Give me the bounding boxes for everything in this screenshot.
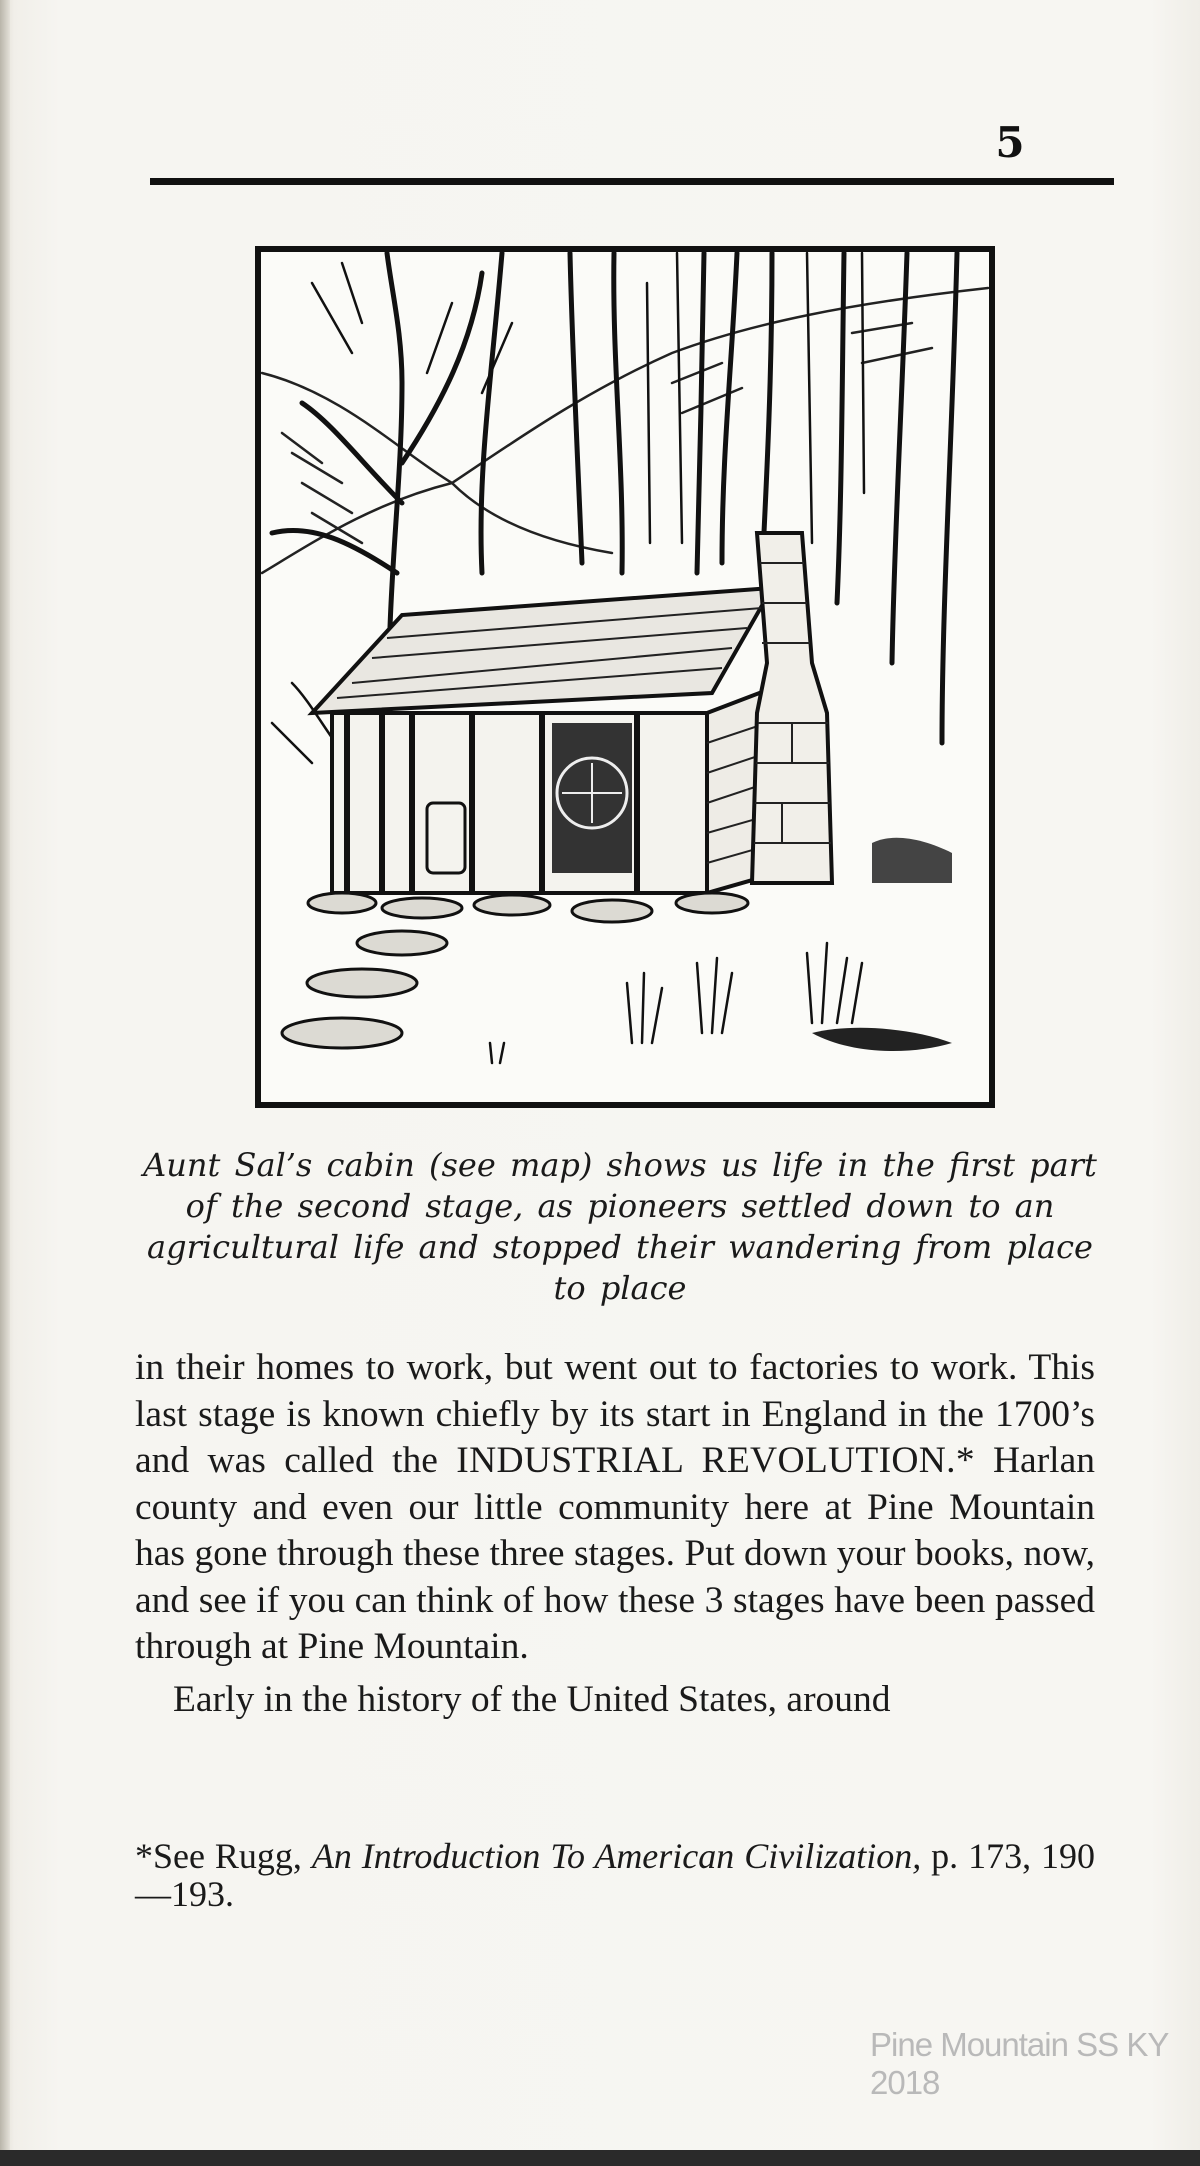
- body-paragraph: Early in the history of the United States, around: [173, 1678, 891, 1720]
- footnote-pages: p. 173, 190—193.: [135, 1836, 1095, 1914]
- footnote-marker: *: [955, 1440, 975, 1481]
- industrial-revolution-term: INDUSTRIAL REVOLUTION.: [456, 1440, 956, 1481]
- page-spine-shadow: [0, 0, 10, 2166]
- footnote-book-title: An Introduction To American Civilization,: [311, 1836, 922, 1876]
- watermark: Pine Mountain SS KY 2018: [870, 2026, 1168, 2101]
- paragraph-text: in their homes to work, but went out to factories to work. This last stage is known chiefly by its start in England in the 1700’s and was called the: [135, 1347, 1095, 1481]
- body-text: [135, 1345, 1095, 1723]
- scan-bottom-edge: [0, 2150, 1200, 2166]
- body-paragraph: [135, 1345, 1095, 1671]
- footnote: [135, 1837, 1095, 1913]
- page-number: 5: [995, 118, 1025, 167]
- cabin-illustration: [252, 243, 998, 1111]
- header-rule: [150, 178, 1114, 185]
- figure-caption: Aunt Sal’s cabin (see map) shows us life in the first part of the second stage, as pioneers settled down to an agricultural life and stopped their wandering from place to place: [143, 1146, 1097, 1307]
- footnote-prefix: *See Rugg,: [135, 1836, 312, 1876]
- paragraph-text: Harlan county and even our little community here at Pine Mountain has gone through these three stages. Put down your books, now, and see if you can think of how these 3 stages have been passed through at Pine Mountain.: [135, 1440, 1095, 1667]
